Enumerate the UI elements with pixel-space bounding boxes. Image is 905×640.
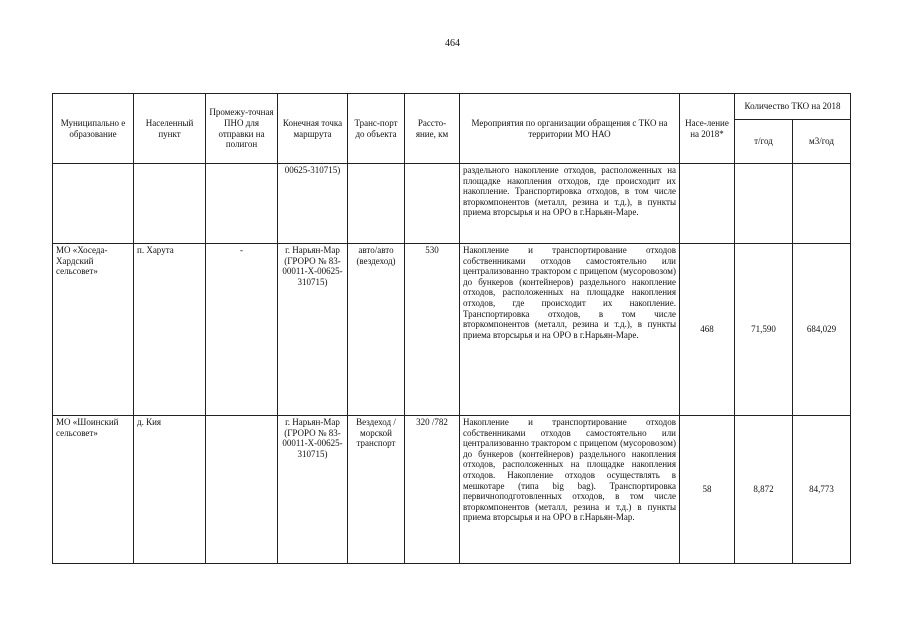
cell-distance: 320 /782: [405, 416, 460, 564]
cell-measures: раздельного накопление отходов, расположенных на площадке накопления отходов, где происходит их накопление. Транспортировка отходов, в том числе вторкомпонентов (металл, резина и т.д.), в пункты приема вторсырья и на ОРО в г.Нарьян-Маре.: [460, 164, 680, 244]
cell-transport: Вездеход / морской транспорт: [348, 416, 405, 564]
header-municipality: Муниципально е образование: [53, 94, 134, 164]
cell-measures: Накопление и транспортирование отходов собственниками отходов самостоятельно или централизованно трактором с прицепом (мусоровозом) до бункеров (контейнеров) раздельного накопление отходов, расположенных на площадке накопления отходов, где происходит их накопление. Транспортировка отходов, в том числе вторкомпонентов (металл, резина и т.д.), в пункты приема вторсырья и на ОРО в г.Нарьян-Маре.: [460, 244, 680, 416]
cell-endpoint: г. Нарьян-Мар (ГРОРО № 83-00011-Х-00625-310715): [278, 416, 348, 564]
header-intermediate: Промежу-точная ПНО для отправки на полигон: [206, 94, 278, 164]
header-measures: Мероприятия по организации обращения с ТКО на территории МО НАО: [460, 94, 680, 164]
header-population: Насе-ление на 2018*: [680, 94, 735, 164]
cell-distance: 530: [405, 244, 460, 416]
header-tons: т/год: [735, 120, 793, 164]
cell-municipality: МО «Хоседа-Хардский сельсовет»: [53, 244, 134, 416]
cell-municipality: [53, 164, 134, 244]
cell-m3: 684,029: [793, 244, 851, 416]
cell-m3: [793, 164, 851, 244]
table-row: [53, 164, 851, 244]
cell-tons: [735, 164, 793, 244]
cell-intermediate: -: [206, 244, 278, 416]
header-distance: Рассто-яние, км: [405, 94, 460, 164]
cell-population: 468: [680, 244, 735, 416]
cell-settlement: [134, 164, 206, 244]
table-row: [53, 244, 851, 416]
cell-tons: 8,872: [735, 416, 793, 564]
cell-m3: 84,773: [793, 416, 851, 564]
cell-population: 58: [680, 416, 735, 564]
header-waste-quantity: Количество ТКО на 2018: [735, 94, 851, 120]
page-number: 464: [445, 38, 460, 49]
cell-settlement: д. Кия: [134, 416, 206, 564]
header-settlement: Населенный пункт: [134, 94, 206, 164]
cell-intermediate: [206, 416, 278, 564]
cell-endpoint: г. Нарьян-Мар (ГРОРО № 83-00011-Х-00625-310715): [278, 244, 348, 416]
cell-transport: авто/авто (вездеход): [348, 244, 405, 416]
header-endpoint: Конечная точка маршрута: [278, 94, 348, 164]
table-row: [53, 416, 851, 564]
waste-management-table: [52, 93, 851, 564]
header-transport: Транс-порт до объекта: [348, 94, 405, 164]
cell-population: [680, 164, 735, 244]
cell-endpoint: 00625-310715): [278, 164, 348, 244]
cell-tons: 71,590: [735, 244, 793, 416]
header-m3: м3/год: [793, 120, 851, 164]
cell-measures: Накопление и транспортирование отходов собственниками отходов самостоятельно или централизованно трактором с прицепом (мусоровозом) до бункеров (контейнеров) раздельного накопления отходов, расположенных на площадке накопления отходов. Накопление отходов осуществлять в мешкотаре (типа big bag). Транспортировка первичноподготовленных отходов, в том числе вторкомпонентов (металл, резина и т.д.) в пункты приема вторсырья и на ОРО в г.Нарьян-Мар.: [460, 416, 680, 564]
cell-intermediate: [206, 164, 278, 244]
cell-settlement: п. Харута: [134, 244, 206, 416]
cell-transport: [348, 164, 405, 244]
cell-municipality: МО «Шоинский сельсовет»: [53, 416, 134, 564]
cell-distance: [405, 164, 460, 244]
